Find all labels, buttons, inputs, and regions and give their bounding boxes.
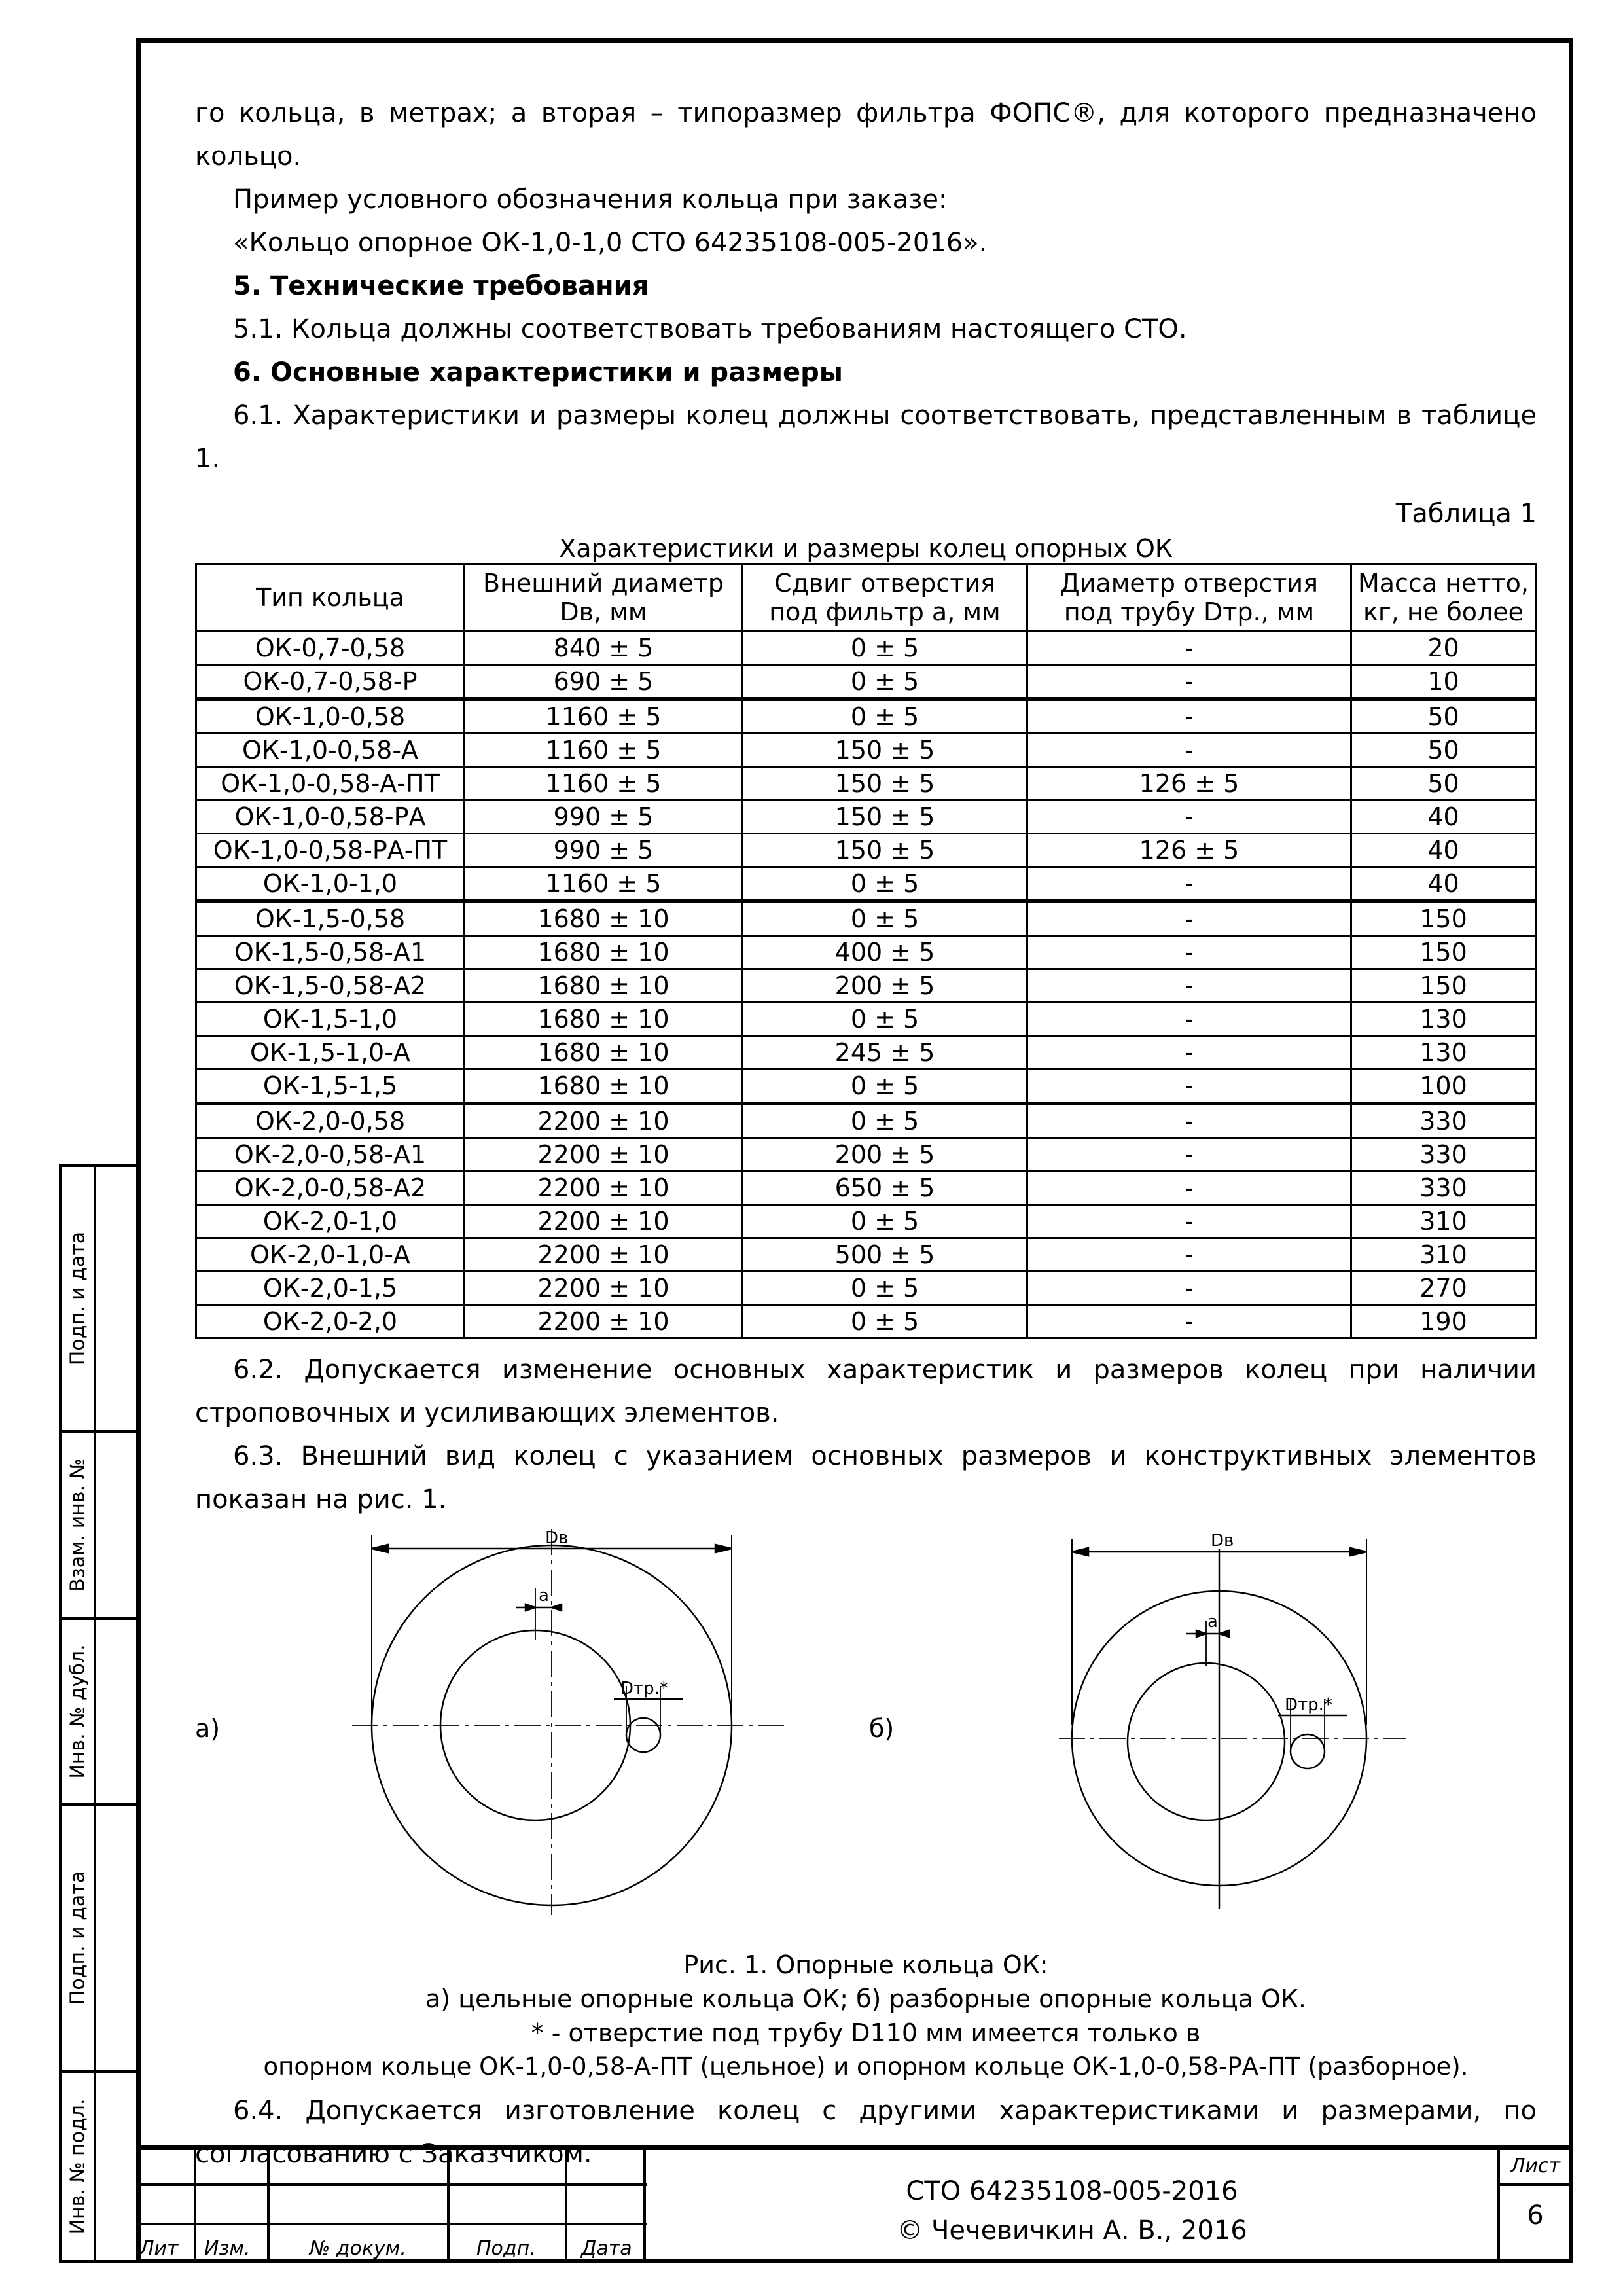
section-5-title: 5. Технические требования: [233, 271, 649, 301]
figure-ring-drawings: [195, 1529, 1537, 1948]
sidebar-box-dup-inv: [59, 1617, 136, 1806]
figure-caption-parts: а) цельные опорные кольца ОК; б) разборные опорные кольца ОК.: [425, 1984, 1306, 2013]
table-cell: 840 ± 5: [465, 632, 743, 665]
table-cell: 1160 ± 5: [465, 699, 743, 734]
table-cell: ОК-1,0-0,58-А: [196, 734, 465, 767]
table-cell: 150 ± 5: [743, 834, 1027, 867]
table-cell: 0 ± 5: [743, 665, 1027, 700]
table-cell: 1160 ± 5: [465, 734, 743, 767]
table-row: [196, 867, 1536, 902]
table-cell: 2200 ± 10: [465, 1305, 743, 1338]
doc-code: СТО 64235108-005-2016: [906, 2176, 1238, 2206]
table-cell: -: [1027, 1238, 1351, 1272]
sidebar-box-sign-date-2: [59, 1803, 136, 2073]
title-block: [136, 2145, 1573, 2263]
sidebar-box-sign-date-1: [59, 1164, 136, 1433]
page-content: [195, 92, 1537, 2176]
table-cell: 2200 ± 10: [465, 1138, 743, 1172]
table-row: [196, 936, 1536, 969]
section-6-4: 6.4. Допускается изготовление колец с другими характеристиками и размерами, по согласованию с Заказчиком.: [195, 2096, 1537, 2169]
table-cell: ОК-2,0-0,58: [196, 1103, 465, 1138]
table-cell: 310: [1351, 1205, 1536, 1238]
table-cell: -: [1027, 1103, 1351, 1138]
table-cell: 0 ± 5: [743, 632, 1027, 665]
figure-label-b: б): [869, 1714, 895, 1743]
table-cell: -: [1027, 1138, 1351, 1172]
table-cell: 150 ± 5: [743, 767, 1027, 800]
table-cell: ОК-2,0-1,0-А: [196, 1238, 465, 1272]
table-cell: ОК-2,0-1,0: [196, 1205, 465, 1238]
table-cell: 2200 ± 10: [465, 1172, 743, 1205]
table-cell: 200 ± 5: [743, 1138, 1027, 1172]
stamp-col-sign: Подп.: [476, 2237, 536, 2260]
sidebar-label: Подп. и дата: [66, 1231, 90, 1366]
table-cell: 130: [1351, 1003, 1536, 1036]
sidebar-box-replace-inv: [59, 1430, 136, 1620]
table-cell: ОК-2,0-0,58-А1: [196, 1138, 465, 1172]
table-cell: 150 ± 5: [743, 800, 1027, 834]
table-cell: 245 ± 5: [743, 1036, 1027, 1069]
table-cell: 150: [1351, 936, 1536, 969]
col-header-offset: Сдвиг отверстия под фильтр а, мм: [743, 564, 1027, 632]
table-cell: 690 ± 5: [465, 665, 743, 700]
table-cell: 1680 ± 10: [465, 969, 743, 1003]
table-row: [196, 632, 1536, 665]
dim-label-dv-a: Dв: [545, 1529, 569, 1548]
table-cell: 10: [1351, 665, 1536, 700]
table-cell: ОК-2,0-0,58-А2: [196, 1172, 465, 1205]
table-cell: -: [1027, 1069, 1351, 1104]
table-row: [196, 767, 1536, 800]
table-cell: 0 ± 5: [743, 1305, 1027, 1338]
table-cell: 100: [1351, 1069, 1536, 1104]
table-cell: 1680 ± 10: [465, 901, 743, 936]
table-cell: ОК-0,7-0,58-Р: [196, 665, 465, 700]
stamp-col-izm: Изм.: [204, 2237, 251, 2260]
table-cell: -: [1027, 867, 1351, 902]
table-cell: -: [1027, 969, 1351, 1003]
table-row: [196, 699, 1536, 734]
table-cell: 150 ± 5: [743, 734, 1027, 767]
table-cell: -: [1027, 699, 1351, 734]
table-cell: 2200 ± 10: [465, 1238, 743, 1272]
figure-caption-note-cont: опорном кольце ОК-1,0-0,58-А-ПТ (цельное) и опорном кольце ОК-1,0-0,58-РА-ПТ (разборное).: [263, 2053, 1469, 2081]
stamp-col-date: Дата: [581, 2237, 632, 2260]
sidebar-label: Инв. № подл.: [66, 2098, 90, 2234]
table-row: [196, 665, 1536, 700]
table-cell: 500 ± 5: [743, 1238, 1027, 1272]
table-cell: -: [1027, 1003, 1351, 1036]
table-cell: 200 ± 5: [743, 969, 1027, 1003]
table-cell: -: [1027, 1272, 1351, 1305]
table-cell: 150: [1351, 901, 1536, 936]
table-cell: 650 ± 5: [743, 1172, 1027, 1205]
table-cell: 1680 ± 10: [465, 1036, 743, 1069]
table-cell: 2200 ± 10: [465, 1205, 743, 1238]
table-cell: 130: [1351, 1036, 1536, 1069]
sidebar-label: Инв. № дубл.: [66, 1644, 90, 1779]
table-body: [196, 632, 1536, 1338]
table-cell: 50: [1351, 699, 1536, 734]
sidebar-label: Взам. инв. №: [66, 1458, 90, 1592]
table-cell: 0 ± 5: [743, 1205, 1027, 1238]
section-6-title: 6. Основные характеристики и размеры: [233, 357, 843, 387]
table-cell: 40: [1351, 800, 1536, 834]
table-cell: ОК-1,5-1,5: [196, 1069, 465, 1104]
table-cell: -: [1027, 936, 1351, 969]
table-cell: 2200 ± 10: [465, 1272, 743, 1305]
table-cell: 1680 ± 10: [465, 1069, 743, 1104]
dim-label-a-a: а: [539, 1586, 549, 1605]
dim-label-dtr-a: Dтр.*: [620, 1679, 668, 1698]
table-cell: 0 ± 5: [743, 901, 1027, 936]
ring-drawings-svg: [195, 1529, 1537, 1948]
table-caption: Характеристики и размеры колец опорных ОК: [559, 534, 1173, 563]
table-cell: 1680 ± 10: [465, 936, 743, 969]
table-cell: 190: [1351, 1305, 1536, 1338]
table-cell: 50: [1351, 767, 1536, 800]
table-cell: ОК-1,0-0,58-РА-ПТ: [196, 834, 465, 867]
table-cell: 270: [1351, 1272, 1536, 1305]
sheet-number: 6: [1527, 2200, 1544, 2231]
table-row: [196, 1272, 1536, 1305]
table-cell: ОК-2,0-2,0: [196, 1305, 465, 1338]
table-cell: -: [1027, 800, 1351, 834]
table-cell: 1680 ± 10: [465, 1003, 743, 1036]
table-cell: ОК-1,0-0,58: [196, 699, 465, 734]
stamp-col-lit: Лит: [139, 2237, 179, 2260]
example-designation: «Кольцо опорное ОК-1,0-1,0 СТО 64235108-005-2016».: [233, 228, 988, 258]
table-cell: ОК-1,0-1,0: [196, 867, 465, 902]
table-cell: ОК-1,0-0,58-РА: [196, 800, 465, 834]
table-cell: 126 ± 5: [1027, 767, 1351, 800]
table-cell: 0 ± 5: [743, 1069, 1027, 1104]
table-cell: 0 ± 5: [743, 1272, 1027, 1305]
table-cell: ОК-1,5-0,58-А1: [196, 936, 465, 969]
table-row: [196, 1205, 1536, 1238]
table-cell: 2200 ± 10: [465, 1103, 743, 1138]
table-cell: 0 ± 5: [743, 699, 1027, 734]
example-label: Пример условного обозначения кольца при заказе:: [233, 185, 948, 215]
table-cell: 40: [1351, 834, 1536, 867]
table-cell: ОК-1,0-0,58-А-ПТ: [196, 767, 465, 800]
table-cell: -: [1027, 734, 1351, 767]
sidebar-label: Подп. и дата: [66, 1871, 90, 2005]
section-6-2: 6.2. Допускается изменение основных характеристик и размеров колец при наличии строповочных и усиливающих элементов.: [195, 1355, 1537, 1428]
table-label: Таблица 1: [1395, 499, 1537, 529]
table-row: [196, 1069, 1536, 1104]
stamp-col-doc: № докум.: [310, 2237, 406, 2260]
table-cell: ОК-0,7-0,58: [196, 632, 465, 665]
table-cell: 310: [1351, 1238, 1536, 1272]
table-cell: 20: [1351, 632, 1536, 665]
table-row: [196, 834, 1536, 867]
table-cell: 40: [1351, 867, 1536, 902]
table-cell: ОК-1,5-0,58-А2: [196, 969, 465, 1003]
table-cell: -: [1027, 1305, 1351, 1338]
table-cell: 330: [1351, 1172, 1536, 1205]
table-cell: 990 ± 5: [465, 800, 743, 834]
figure-label-a: а): [195, 1714, 221, 1743]
characteristics-table: [195, 563, 1537, 1339]
table-cell: -: [1027, 1205, 1351, 1238]
table-cell: 990 ± 5: [465, 834, 743, 867]
table-row: [196, 1138, 1536, 1172]
table-cell: 330: [1351, 1103, 1536, 1138]
table-cell: 50: [1351, 734, 1536, 767]
table-row: [196, 901, 1536, 936]
dim-label-a-b: а: [1207, 1612, 1218, 1632]
table-row: [196, 734, 1536, 767]
table-row: [196, 969, 1536, 1003]
figure-caption-title: Рис. 1. Опорные кольца ОК:: [683, 1950, 1048, 1979]
table-cell: ОК-1,5-1,0-А: [196, 1036, 465, 1069]
table-cell: ОК-1,5-1,0: [196, 1003, 465, 1036]
table-row: [196, 1103, 1536, 1138]
section-6-3: 6.3. Внешний вид колец с указанием основных размеров и конструктивных элементов показан на рис. 1.: [195, 1441, 1537, 1515]
table-cell: 150: [1351, 969, 1536, 1003]
table-cell: ОК-2,0-1,5: [196, 1272, 465, 1305]
col-header-diameter: Внешний диаметр Dв, мм: [465, 564, 743, 632]
table-cell: 126 ± 5: [1027, 834, 1351, 867]
table-cell: -: [1027, 901, 1351, 936]
table-cell: 330: [1351, 1138, 1536, 1172]
table-cell: -: [1027, 665, 1351, 700]
sidebar-box-original-inv: [59, 2070, 136, 2263]
col-header-pipe-hole: Диаметр отверстия под трубу Dтр., мм: [1027, 564, 1351, 632]
table-row: [196, 1036, 1536, 1069]
col-header-type: Тип кольца: [196, 564, 465, 632]
table-row: [196, 1172, 1536, 1205]
dim-label-dtr-b: Dтр.*: [1285, 1695, 1332, 1715]
table-row: [196, 1238, 1536, 1272]
table-row: [196, 1003, 1536, 1036]
table-cell: -: [1027, 632, 1351, 665]
table-cell: 0 ± 5: [743, 867, 1027, 902]
table-cell: 400 ± 5: [743, 936, 1027, 969]
table-cell: ОК-1,5-0,58: [196, 901, 465, 936]
table-cell: 0 ± 5: [743, 1103, 1027, 1138]
table-cell: 0 ± 5: [743, 1003, 1027, 1036]
table-row: [196, 800, 1536, 834]
table-cell: -: [1027, 1172, 1351, 1205]
table-cell: 1160 ± 5: [465, 867, 743, 902]
dim-label-dv-b: Dв: [1211, 1531, 1234, 1551]
table-row: [196, 1305, 1536, 1338]
intro-paragraph: го кольца, в метрах; а вторая – типоразмер фильтра ФОПС®, для которого предназначено кольцо.: [195, 98, 1537, 171]
table-cell: -: [1027, 1036, 1351, 1069]
sheet-label: Лист: [1510, 2155, 1561, 2178]
section-5-1: 5.1. Кольца должны соответствовать требованиям настоящего СТО.: [233, 314, 1187, 344]
copyright: © Чечевичкин А. В., 2016: [897, 2215, 1247, 2246]
col-header-mass: Масса нетто, кг, не более: [1351, 564, 1536, 632]
table-cell: 1160 ± 5: [465, 767, 743, 800]
figure-caption-note: * - отверстие под трубу D110 мм имеется только в: [531, 2018, 1201, 2047]
section-6-1: 6.1. Характеристики и размеры колец должны соответствовать, представленным в таблице 1.: [195, 401, 1537, 474]
